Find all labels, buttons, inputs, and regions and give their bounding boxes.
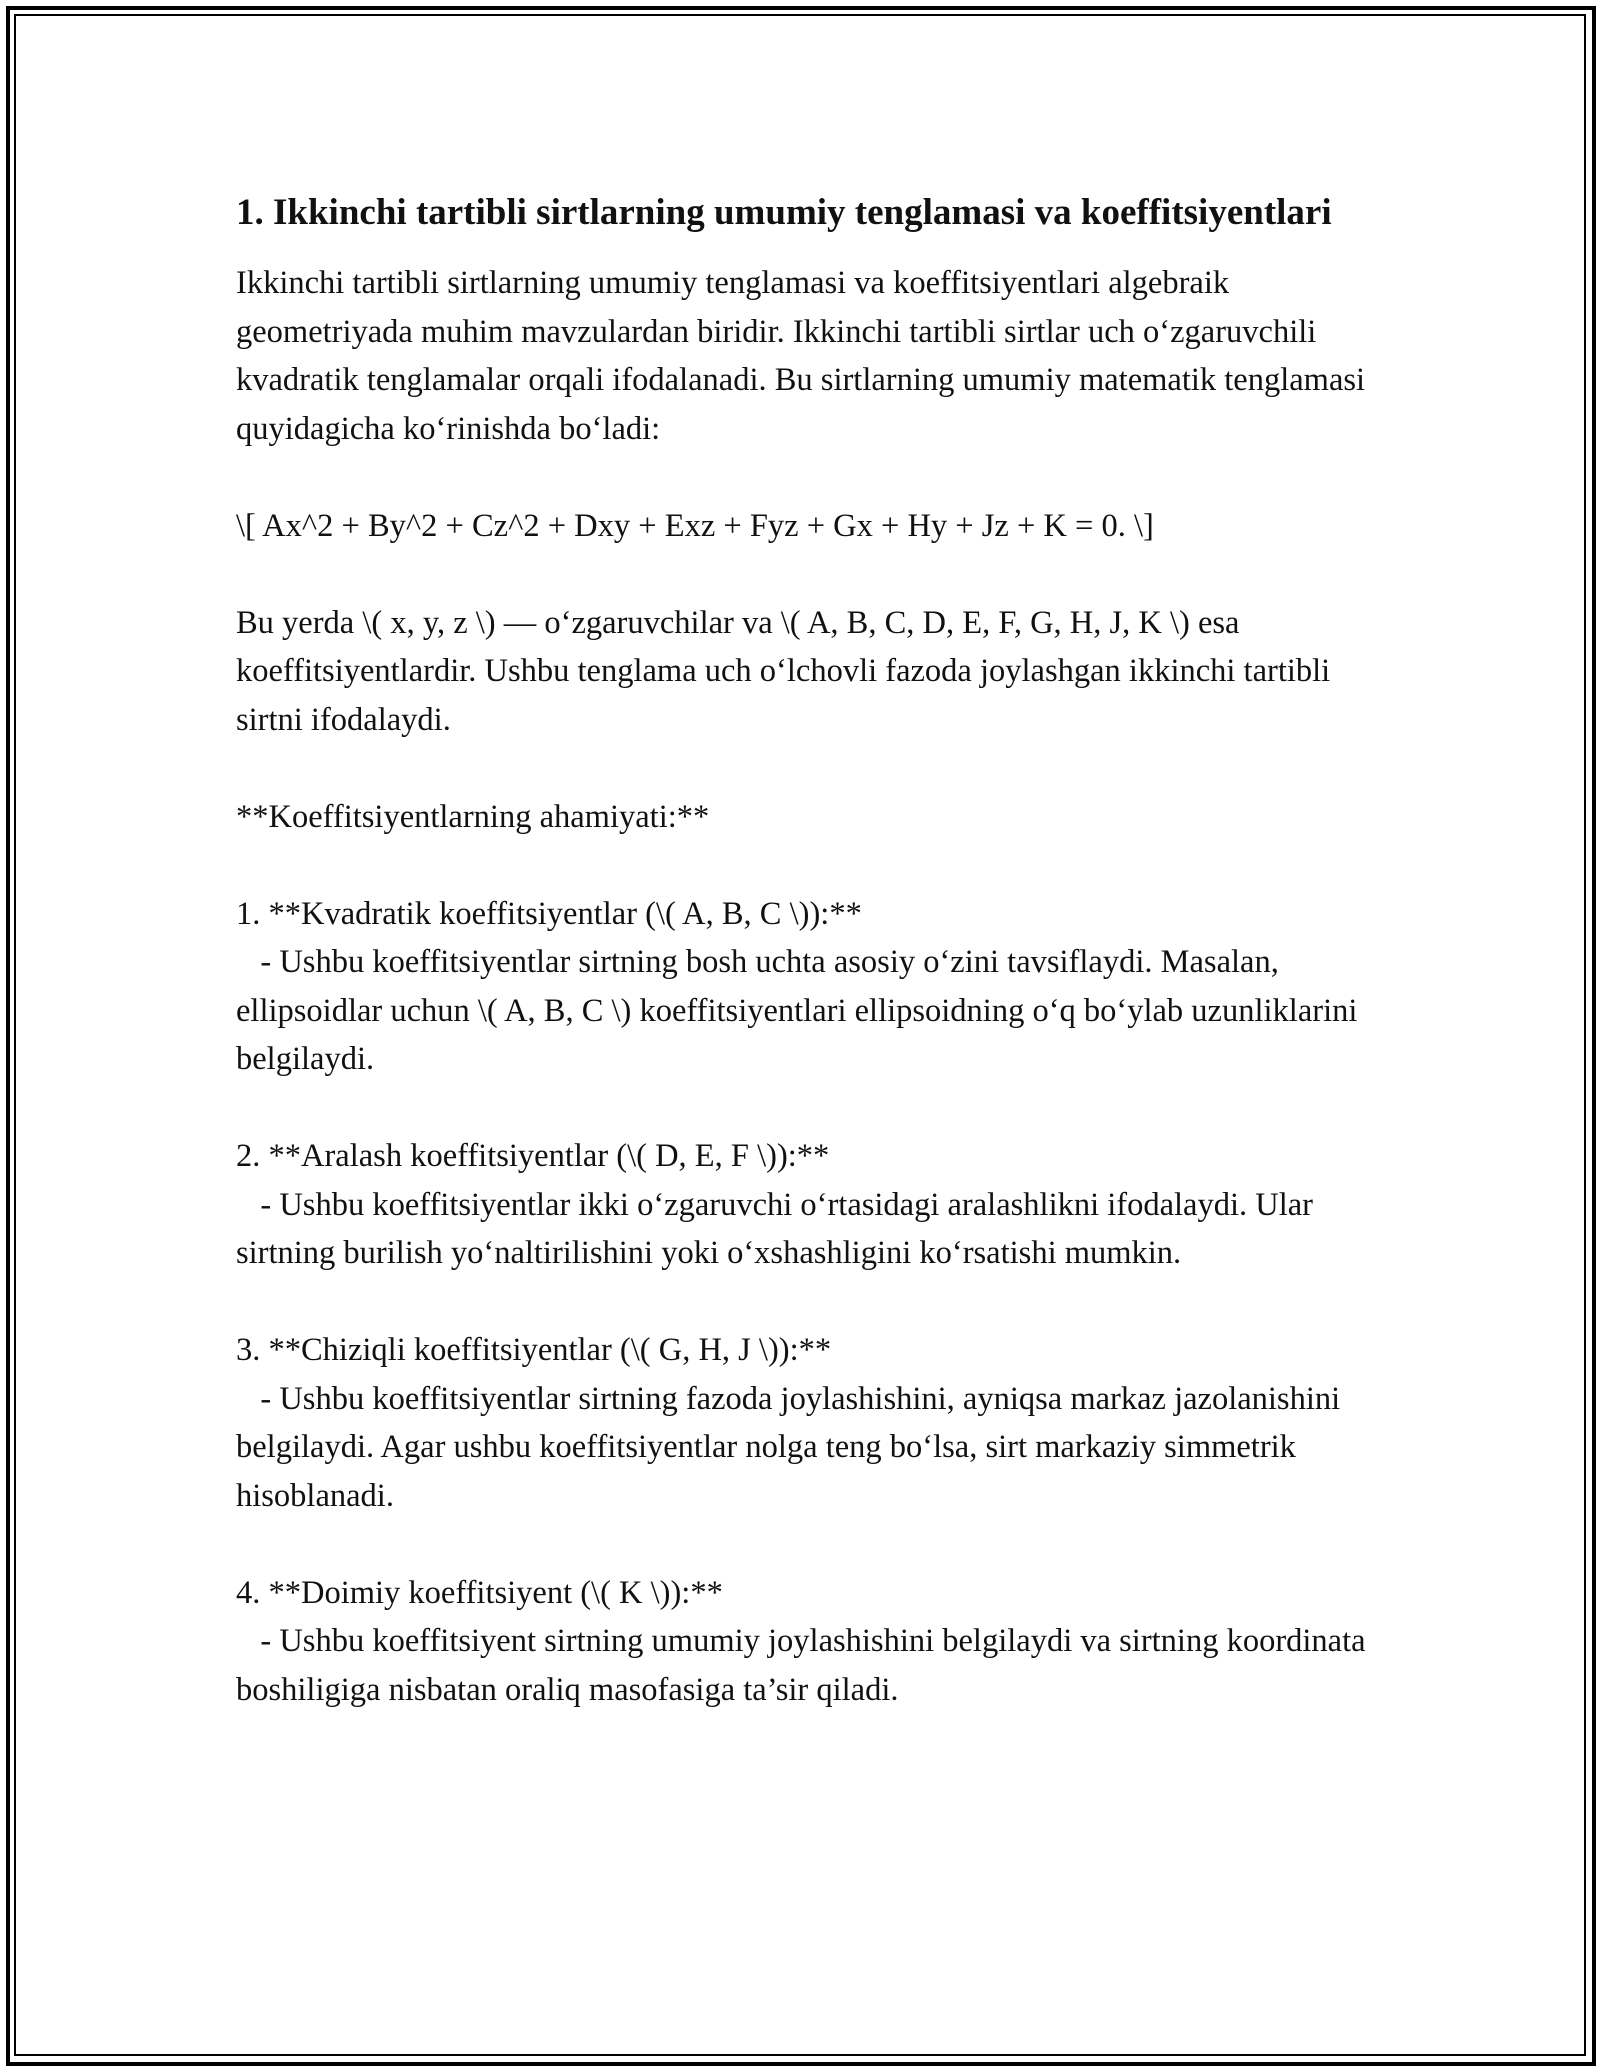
item-title: 2. **Aralash koeffitsiyentlar (\( D, E, F \)):** <box>236 1138 830 1174</box>
coefficient-item-constant <box>236 1569 1374 1715</box>
importance-title: **Koeffitsiyentlarning ahamiyati:** <box>236 798 710 835</box>
spacer <box>236 453 1366 502</box>
spacer <box>236 744 1366 793</box>
coefficient-item-linear <box>236 1326 1366 1520</box>
item-body: - Ushbu koeffitsiyentlar sirtning bosh uchta asosiy o‘zini tavsiflaydi. Masalan, ellipsoidlar uchun \( A, B, C \) koeffitsiyentlari ellipsoidning o‘q bo‘ylab uzunliklarini belgilaydi. <box>236 944 1366 1077</box>
item-title: 4. **Doimiy koeffitsiyent (\( K \)):** <box>236 1574 723 1611</box>
item-title: 3. **Chiziqli koeffitsiyentlar (\( G, H, J \)):** <box>236 1332 832 1368</box>
explanation-paragraph: Bu yerda \( x, y, z \) — o‘zgaruvchilar va \( A, B, C, D, E, F, G, H, J, K \) esa koeffitsiyentlardir. Ushbu tenglama uch o‘lchovli fazoda joylashgan ikkinchi tartibli sirtni ifodalaydi. <box>236 604 1339 738</box>
general-equation: \[ Ax^2 + By^2 + Cz^2 + Dxy + Exz + Fyz + Gx + Hy + Jz + K = 0. \] <box>236 507 1154 544</box>
section-heading: 1. Ikkinchi tartibli sirtlarning umumiy tenglamasi va koeffitsiyentlari <box>236 192 1332 233</box>
document-body <box>236 185 1374 1714</box>
item-body: - Ushbu koeffitsiyent sirtning umumiy joylashishini belgilaydi va sirtning koordinata boshiligiga nisbatan oraliq masofasiga ta’sir qiladi. <box>236 1623 1374 1708</box>
coefficient-item-quadratic <box>236 890 1366 1084</box>
spacer <box>236 1084 1366 1133</box>
item-body: - Ushbu koeffitsiyentlar sirtning fazoda joylashishini, ayniqsa markaz jazolanishini belgilaydi. Agar ushbu koeffitsiyentlar nolga teng bo‘lsa, sirt markaziy simmetrik hisoblanadi. <box>236 1380 1349 1514</box>
spacer <box>236 1278 1366 1327</box>
spacer <box>236 550 1366 599</box>
spacer <box>236 1520 1366 1569</box>
item-title: 1. **Kvadratik koeffitsiyentlar (\( A, B, C \)):** <box>236 895 862 932</box>
spacer <box>236 841 1366 890</box>
item-body: - Ushbu koeffitsiyentlar ikki o‘zgaruvchi o‘rtasidagi aralashlikni ifodalaydi. Ular sirtning burilish yo‘naltirilishini yoki o‘xshashligini ko‘rsatishi mumkin. <box>236 1186 1322 1271</box>
coefficient-item-mixed <box>236 1132 1366 1278</box>
intro-paragraph: Ikkinchi tartibli sirtlarning umumiy tenglamasi va koeffitsiyentlari algebraik geometriyada muhim mavzulardan biridir. Ikkinchi tartibli sirtlar uch o‘zgaruvchili kvadratik tenglamalar orqali ifodalanadi. Bu sirtlarning umumiy matematik tenglamasi quyidagicha ko‘rinishda bo‘ladi: <box>236 265 1374 447</box>
